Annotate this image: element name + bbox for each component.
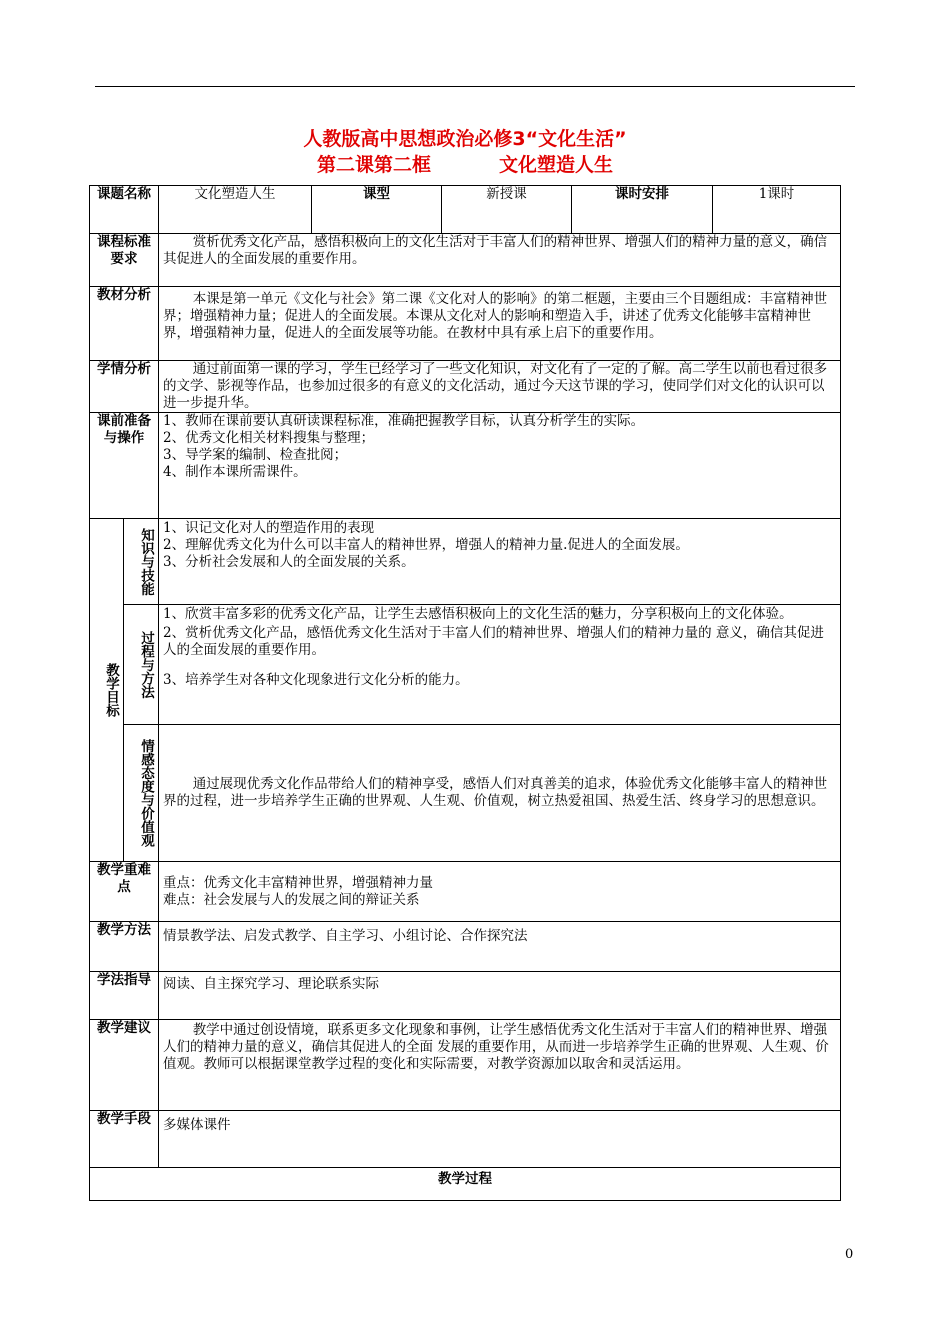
- list-item: 2、理解优秀文化为什么可以丰富人的精神世界，增强人的精神力量.促进人的全面发展。: [163, 537, 689, 553]
- student-text: 通过前面第一课的学习，学生已经学习了一些文化知识，对文化有了一定的了解。高二学生以前也看过很多的文学、影视等作品，也参加过很多的有意义的文化活动，通过今天这节课的学习，使同学们对文化的认识可以进一步提升华。: [159, 361, 841, 413]
- standard-label: 课程标准要求: [90, 234, 159, 287]
- lesson-plan-table: [89, 185, 841, 1201]
- hours-value: 1课时: [713, 186, 841, 234]
- prep-row: [90, 413, 841, 519]
- study-row: [90, 972, 841, 1020]
- type-label: 课型: [312, 186, 442, 234]
- list-item: 1、识记文化对人的塑造作用的表现: [163, 520, 375, 536]
- list-item: 3、导学案的编制、检查批阅；: [163, 447, 348, 463]
- topic-row: [90, 186, 841, 234]
- emotion-row: [90, 725, 841, 862]
- topic-label: 课题名称: [90, 186, 159, 234]
- goals-label: 教学目标: [90, 519, 124, 862]
- process-title-row: [90, 1168, 841, 1201]
- list-item: 1、教师在课前要认真研读课程标准，准确把握教学目标，认真分析学生的实际。: [163, 413, 645, 429]
- knowledge-cell: [159, 519, 841, 605]
- advice-row: [90, 1020, 841, 1111]
- difficulty-label: 教学重难点: [90, 862, 159, 922]
- list-item: 2、优秀文化相关材料搜集与整理；: [163, 430, 375, 446]
- process-title: 教学过程: [90, 1168, 841, 1201]
- subtitle-topic: 文化塑造人生: [499, 154, 614, 176]
- list-item: 2、赏析优秀文化产品，感悟优秀文化生活对于丰富人们的精神世界、增强人们的精神力量的 意义，确信其促进人的全面发展的重要作用。: [163, 625, 824, 658]
- process-label: 过程与方法: [124, 605, 159, 725]
- student-row: [90, 361, 841, 413]
- topic-value: 文化塑造人生: [159, 186, 312, 234]
- page-number: 0: [845, 1247, 854, 1262]
- advice-text: 教学中通过创设情境，联系更多文化现象和事例，让学生感悟优秀文化生活对于丰富人们的精神世界、增强人们的精神力量的意义，确信其促进人的全面 发展的重要作用，从而进一步培养学生正确的世界观、人生观、价值观。教师可以根据课堂教学过程的变化和实际需要，对教学资源加以取舍和灵活运用。: [159, 1020, 841, 1111]
- method-text: 情景教学法、启发式教学、自主学习、小组讨论、合作探究法: [159, 922, 841, 972]
- means-row: [90, 1111, 841, 1168]
- process-cell: [159, 605, 841, 725]
- material-label: 教材分析: [90, 287, 159, 361]
- list-item: 3、培养学生对各种文化现象进行文化分析的能力。: [163, 672, 469, 688]
- method-label: 教学方法: [90, 922, 159, 972]
- list-item: 3、分析社会发展和人的全面发展的关系。: [163, 554, 415, 570]
- page-title: 人教版高中思想政治必修3“文化生活”: [303, 128, 627, 150]
- list-item: 4、制作本课所需课件。: [163, 464, 307, 480]
- list-item: 重点：优秀文化丰富精神世界，增强精神力量: [163, 874, 433, 891]
- type-value: 新授课: [442, 186, 572, 234]
- prep-cell: [159, 413, 841, 519]
- page-subtitle: [90, 150, 840, 177]
- knowledge-label: 知识与技能: [124, 519, 159, 605]
- emotion-text: 通过展现优秀文化作品带给人们的精神享受，感悟人们对真善美的追求，体验优秀文化能够丰富人的精神世界的过程，进一步培养学生正确的世界观、人生观、价值观，树立热爱祖国、热爱生活、终身学习的思想意识。: [159, 725, 841, 862]
- process-row: [90, 605, 841, 725]
- subtitle-lesson: 第二课第二框: [316, 154, 431, 176]
- study-text: 阅读、自主探究学习、理论联系实际: [159, 972, 841, 1020]
- knowledge-row: [90, 519, 841, 605]
- list-item: 1、欣赏丰富多彩的优秀文化产品，让学生去感悟积极向上的文化生活的魅力，分享积极向上的文化体验。: [163, 606, 793, 622]
- prep-label: 课前准备与操作: [90, 413, 159, 519]
- material-row: [90, 287, 841, 361]
- advice-label: 教学建议: [90, 1020, 159, 1111]
- standard-text: 赏析优秀文化产品，感悟积极向上的文化生活对于丰富人们的精神世界、增强人们的精神力量的意义，确信其促进人的全面发展的重要作用。: [159, 234, 841, 287]
- student-label: 学情分析: [90, 361, 159, 413]
- material-text: 本课是第一单元《文化与社会》第二课《文化对人的影响》的第二框题，主要由三个目题组成：丰富精神世界；增强精神力量；促进人的全面发展。本课从文化对人的影响和塑造入手，讲述了优秀文化能够丰富精神世界，增强精神力量，促进人的全面发展等功能。在教材中具有承上启下的重要作用。: [159, 287, 841, 361]
- means-label: 教学手段: [90, 1111, 159, 1168]
- list-item: 难点：社会发展与人的发展之间的辩证关系: [163, 891, 420, 908]
- means-text: 多媒体课件: [159, 1111, 841, 1168]
- emotion-label: 情感态度与价值观: [124, 725, 159, 862]
- standard-row: [90, 234, 841, 287]
- hours-label: 课时安排: [572, 186, 713, 234]
- header-rule: [95, 86, 855, 87]
- study-label: 学法指导: [90, 972, 159, 1020]
- difficulty-cell: [159, 862, 841, 922]
- difficulty-row: [90, 862, 841, 922]
- method-row: [90, 922, 841, 972]
